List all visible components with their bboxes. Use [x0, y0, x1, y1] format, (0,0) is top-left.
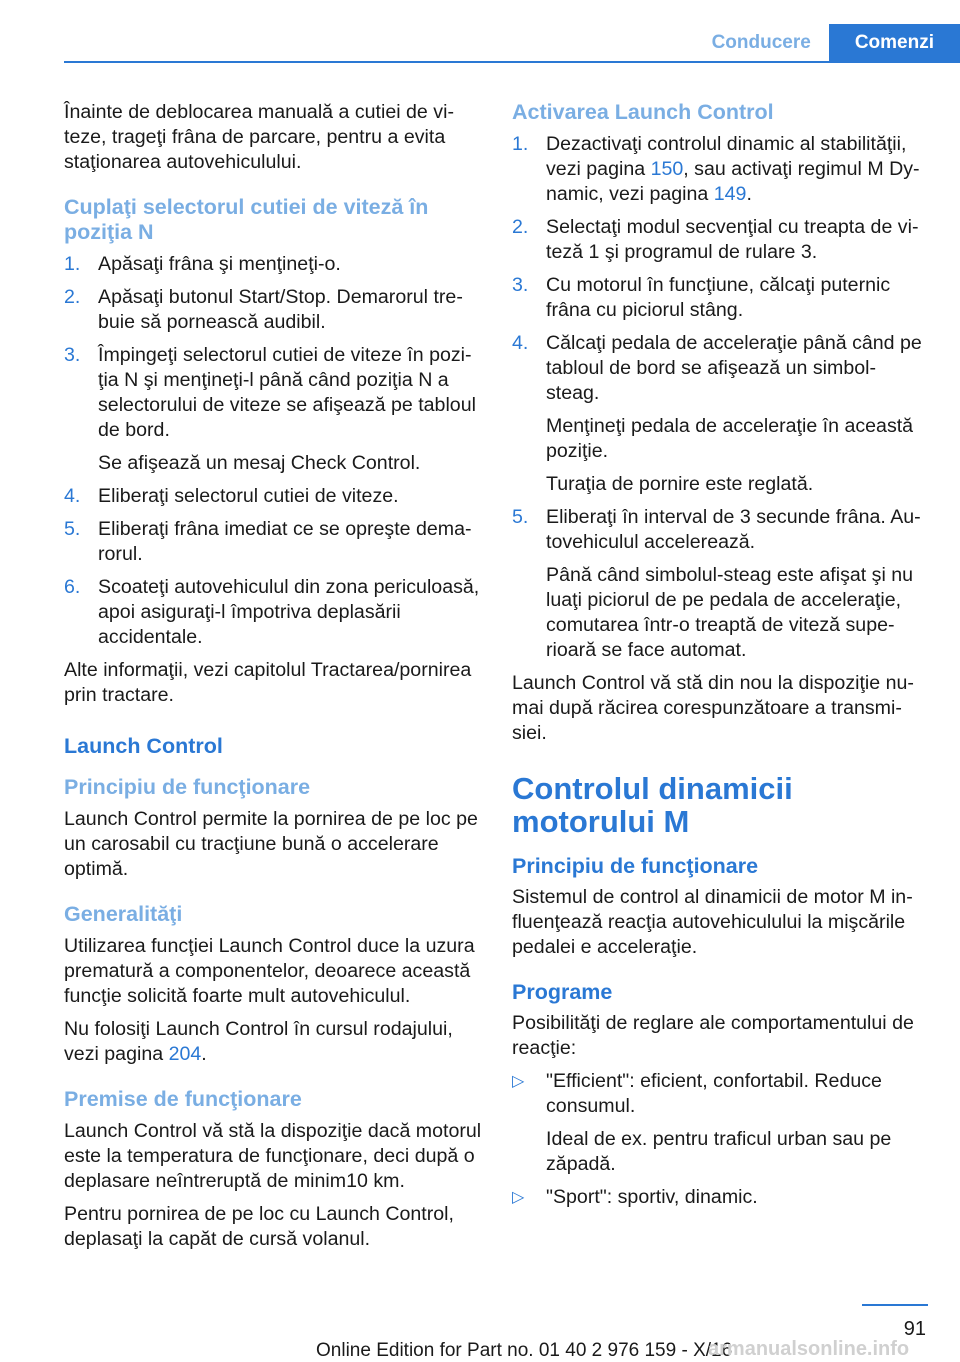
heading-activate-launch: Activarea Launch Control [512, 100, 774, 124]
premise-paragraph: Launch Control vă stă la dispoziţie dacă motorul este la temperatura de funcţionare, deci după o deplasare neîntreruptă de minim10 km. [64, 1120, 482, 1192]
list-text: Apăsaţi frâna şi menţineţi-o. [98, 253, 341, 275]
right-column [512, 100, 928, 1218]
list-number: 1. [64, 253, 81, 275]
page-link-149[interactable]: 149 [713, 183, 747, 205]
available-paragraph: Launch Control vă stă din nou la dispoziţie numai după răcirea corespunzătoare a transmisiei. [512, 672, 914, 744]
list-number: 3. [512, 274, 529, 296]
list-item [64, 517, 482, 567]
list-number: 5. [512, 506, 529, 528]
heading-principle-m: Principiu de funcţionare [512, 854, 759, 878]
list-subtext: Se afişează un mesaj Check Control. [98, 452, 421, 474]
list-text: Cu motorul în funcţiune, călcaţi puternic frâna cu piciorul stâng. [546, 274, 891, 321]
list-item [512, 273, 928, 323]
list-item [64, 252, 482, 277]
list-text: Apăsaţi butonul Start/Stop. Demarorul trebuie să pornească audibil. [98, 286, 463, 333]
footer-edition: Online Edition for Part no. 01 40 2 976 159 - X/16 [316, 1340, 733, 1361]
list-number: 3. [64, 344, 81, 366]
list-text: Împingeţi selectorul cutiei de viteze în poziţia N şi menţineţi-l până când poziţia N a selectorului de viteze se afişează pe tabloul de bord. [98, 344, 476, 441]
list-number: 4. [512, 332, 529, 354]
heading-launch-control: Launch Control [64, 734, 223, 758]
list-number: 4. [64, 485, 81, 507]
header-rule [64, 61, 960, 63]
list-number: 6. [64, 576, 81, 598]
list-item [64, 343, 482, 476]
list-number: 5. [64, 518, 81, 540]
list-number: 2. [512, 216, 529, 238]
page-link-204[interactable]: 204 [168, 1043, 202, 1065]
list-subtext: Menţineţi pedala de acceleraţie în această poziţie. [546, 415, 914, 462]
list-text: Eliberaţi frâna imediat ce se opreşte demarorul. [98, 518, 472, 565]
list-text: "Efficient": eficient, confortabil. Reduce consumul. [546, 1070, 882, 1117]
header-tabs [694, 24, 960, 62]
triangle-bullet-icon: ▷ [512, 1189, 525, 1206]
list-text: Eliberaţi selectorul cutiei de viteze. [98, 485, 399, 507]
heading-general: Generalităţi [64, 902, 183, 926]
principle-paragraph: Launch Control permite la pornirea de pe loc pe un carosabil cu tracţiune bună o accelerare optimă. [64, 808, 478, 880]
page-link-150[interactable]: 150 [650, 158, 684, 180]
page-number: 91 [903, 1318, 926, 1340]
list-text: Scoateţi autovehiculul din zona periculoasă, apoi asiguraţi-l împotriva deplasării accidentale. [98, 576, 480, 648]
intro-paragraph: Înainte de deblocarea manuală a cutiei de viteze, trageţi frâna de parcare, pentru a evita staţionarea autovehiculului. [64, 101, 454, 173]
left-column [64, 100, 482, 1260]
watermark: armanualsonline.info [708, 1338, 910, 1360]
list-item [512, 215, 928, 265]
tab-conducere[interactable]: Conducere [711, 32, 811, 53]
principle-m-paragraph: Sistemul de control al dinamicii de motor M influenţează reacţia autovehiculului la mişcările pedalei e acceleraţie. [512, 886, 913, 958]
list-item [512, 331, 928, 497]
list-text: Selectaţi modul secvenţial cu treapta de viteză 1 şi programul de rulare 3. [546, 216, 919, 263]
premise-paragraph-2: Pentru pornirea de pe loc cu Launch Control, deplasaţi la capăt de cursă volanul. [64, 1203, 454, 1250]
general-paragraph: Utilizarea funcţiei Launch Control duce la uzura prematură a componentelor, deoarece această funcţie solicită foarte mult autovehiculul. [64, 935, 475, 1007]
list-item [64, 575, 482, 650]
list-text: Călcaţi pedala de acceleraţie până când pe tabloul de bord se afişează un simbol-steag. [546, 332, 922, 404]
heading-premise: Premise de funcţionare [64, 1087, 302, 1111]
list-item [512, 1069, 928, 1177]
programs-paragraph: Posibilităţi de reglare ale comportamentului de reacţie: [512, 1012, 914, 1059]
list-text: Eliberaţi în interval de 3 secunde frâna. Autovehiculul accelerează. [546, 506, 921, 553]
footer-rule [862, 1304, 928, 1306]
list-text: Dezactivaţi controlul dinamic al stabilităţii, vezi pagina 150, sau activaţi regimul M Dynamic, vezi pagina 149. [546, 133, 920, 205]
heading-select-neutral: Cuplaţi selectorul cutiei de viteză în poziţia N [64, 195, 429, 244]
list-item [512, 505, 928, 663]
list-subtext: Până când simbolul-steag este afişat şi nu luaţi piciorul de pe pedala de acceleraţie, comutarea într-o treaptă de viteză superioară se face automat. [546, 564, 914, 661]
heading-programs: Programe [512, 980, 613, 1004]
list-item [512, 1185, 928, 1210]
triangle-bullet-icon: ▷ [512, 1073, 525, 1090]
list-item [512, 132, 928, 207]
list-subtext: Turaţia de pornire este reglată. [546, 473, 814, 495]
list-item [64, 484, 482, 509]
general-paragraph-2: Nu folosiţi Launch Control în cursul rodajului, vezi pagina 204. [64, 1018, 453, 1065]
list-number: 1. [512, 133, 529, 155]
list-text: "Sport": sportiv, dinamic. [546, 1186, 758, 1208]
list-subtext: Ideal de ex. pentru traficul urban sau pe zăpadă. [546, 1128, 892, 1175]
heading-principle: Principiu de funcţionare [64, 775, 311, 799]
list-item [64, 285, 482, 335]
heading-engine-dynamics: Controlul dinamicii motorului M [512, 771, 793, 839]
list-number: 2. [64, 286, 81, 308]
tab-comenzi[interactable]: Comenzi [829, 24, 960, 62]
more-info-paragraph: Alte informaţii, vezi capitolul Tractarea/pornirea prin tractare. [64, 659, 472, 706]
